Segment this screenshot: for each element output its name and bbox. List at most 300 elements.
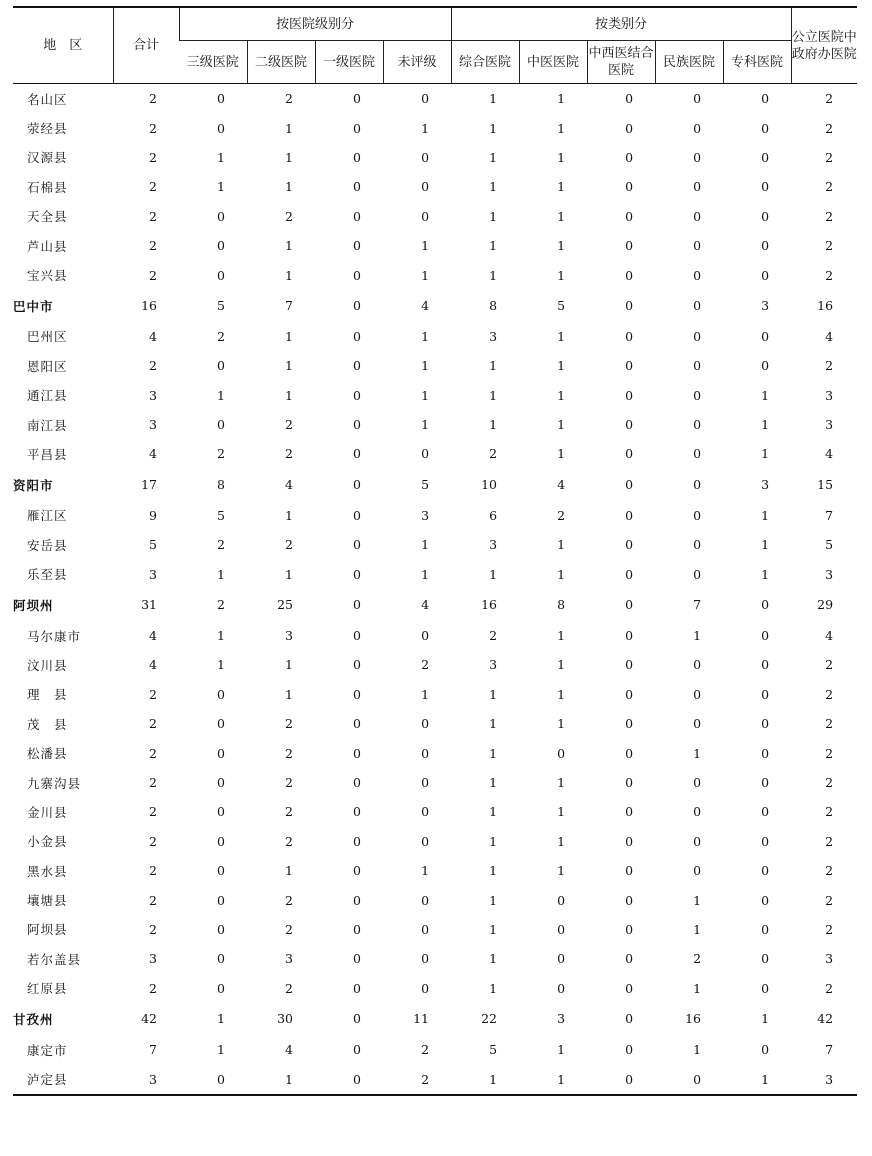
value-cell: 0 [353, 892, 361, 908]
value-cell: 2 [825, 686, 834, 702]
value-cell: 0 [625, 657, 634, 673]
value-cell: 0 [761, 686, 770, 702]
value-cell: 0 [353, 833, 361, 849]
value-cell: 1 [489, 686, 498, 702]
region-name-cell: 天全县 [27, 209, 68, 225]
value-cell: 0 [761, 921, 770, 937]
table-row [13, 143, 857, 172]
value-cell: 1 [217, 179, 225, 195]
value-cell: 4 [285, 1042, 293, 1058]
value-cell: 3 [149, 951, 157, 967]
value-cell: 0 [353, 1011, 361, 1027]
value-cell: 2 [825, 120, 834, 136]
value-cell: 1 [761, 417, 770, 433]
value-cell: 1 [285, 267, 293, 283]
region-name-cell: 石棉县 [27, 179, 68, 195]
value-cell: 0 [421, 951, 430, 967]
value-cell: 0 [421, 804, 430, 820]
value-cell: 0 [217, 238, 225, 254]
region-name-cell: 壤塘县 [27, 893, 68, 909]
value-cell: 4 [149, 657, 157, 673]
region-name-cell: 南江县 [27, 417, 68, 433]
value-cell: 1 [217, 657, 225, 673]
value-cell: 0 [693, 238, 702, 254]
value-cell: 1 [693, 921, 702, 937]
value-cell: 11 [413, 1011, 430, 1027]
value-cell: 0 [217, 980, 225, 996]
value-cell: 0 [761, 628, 770, 644]
value-cell: 0 [693, 446, 702, 462]
table-row [13, 1064, 857, 1093]
value-cell: 1 [557, 446, 566, 462]
table-row [13, 709, 857, 738]
value-cell: 0 [761, 1042, 770, 1058]
value-cell: 5 [149, 537, 157, 553]
value-cell: 0 [761, 863, 770, 879]
value-cell: 0 [217, 892, 225, 908]
table-row [13, 202, 857, 231]
value-cell: 0 [353, 566, 361, 582]
value-cell: 0 [693, 91, 702, 107]
value-cell: 0 [353, 387, 361, 403]
value-cell: 0 [557, 921, 566, 937]
value-cell: 0 [353, 657, 361, 673]
value-cell: 1 [285, 686, 293, 702]
value-cell: 42 [141, 1011, 157, 1027]
value-cell: 2 [825, 149, 834, 165]
value-cell: 4 [825, 328, 834, 344]
value-cell: 2 [825, 657, 834, 673]
value-cell: 0 [625, 387, 634, 403]
table-row [13, 974, 857, 1003]
table-row [13, 738, 857, 767]
table-row [13, 410, 857, 439]
value-cell: 2 [489, 446, 498, 462]
value-cell: 3 [421, 507, 430, 523]
value-cell: 0 [761, 358, 770, 374]
value-cell: 2 [421, 1042, 430, 1058]
value-cell: 1 [489, 833, 498, 849]
table-header [13, 7, 857, 84]
value-cell: 2 [285, 775, 293, 790]
header-group-by-level: 按医院级别分 [179, 7, 451, 41]
value-cell: 0 [625, 980, 634, 996]
value-cell: 1 [693, 745, 702, 761]
table-row [13, 559, 857, 588]
header-type-integrated: 中西医结合医院 [587, 41, 655, 84]
value-cell: 2 [825, 833, 834, 849]
value-cell: 0 [693, 863, 702, 879]
value-cell: 2 [217, 597, 225, 613]
header-level-primary: 一级医院 [315, 41, 383, 84]
value-cell: 0 [217, 863, 225, 879]
value-cell: 0 [353, 863, 361, 879]
value-cell: 2 [149, 775, 157, 790]
value-cell: 0 [625, 597, 634, 613]
value-cell: 2 [285, 446, 293, 462]
value-cell: 0 [421, 921, 430, 937]
value-cell: 0 [761, 208, 770, 224]
value-cell: 3 [489, 537, 498, 553]
value-cell: 1 [557, 358, 566, 374]
value-cell: 1 [421, 387, 430, 403]
value-cell: 1 [285, 657, 293, 673]
table-row [13, 856, 857, 885]
value-cell: 0 [353, 1042, 361, 1058]
value-cell: 2 [149, 804, 157, 820]
value-cell: 1 [489, 980, 498, 996]
value-cell: 0 [421, 628, 430, 644]
value-cell: 2 [825, 921, 834, 937]
header-level-tertiary: 三级医院 [179, 41, 247, 84]
table-row [13, 501, 857, 530]
city-name-cell: 甘孜州 [13, 1011, 54, 1027]
value-cell: 2 [285, 537, 293, 553]
value-cell: 0 [217, 91, 225, 107]
value-cell: 0 [693, 179, 702, 195]
value-cell: 0 [625, 804, 634, 820]
value-cell: 0 [353, 477, 361, 493]
region-name-cell: 阿坝县 [27, 922, 68, 938]
value-cell: 0 [353, 267, 361, 283]
value-cell: 0 [761, 91, 770, 107]
table-row [13, 172, 857, 201]
value-cell: 0 [693, 120, 702, 136]
value-cell: 1 [761, 387, 770, 403]
value-cell: 0 [693, 716, 702, 732]
value-cell: 0 [693, 298, 702, 314]
value-cell: 8 [557, 597, 566, 613]
value-cell: 29 [817, 597, 834, 613]
city-name-cell: 巴中市 [13, 298, 54, 314]
value-cell: 5 [825, 537, 834, 553]
value-cell: 0 [625, 238, 634, 254]
header-total: 合计 [113, 7, 179, 84]
value-cell: 2 [825, 267, 834, 283]
value-cell: 4 [149, 446, 157, 462]
header-level-unrated: 未评级 [383, 41, 451, 84]
value-cell: 2 [149, 921, 157, 937]
value-cell: 2 [149, 120, 157, 136]
value-cell: 0 [217, 921, 225, 937]
value-cell: 0 [217, 686, 225, 702]
value-cell: 0 [421, 980, 430, 996]
value-cell: 0 [625, 208, 634, 224]
value-cell: 0 [625, 328, 634, 344]
region-name-cell: 名山区 [27, 91, 68, 107]
table-row [13, 915, 857, 944]
value-cell: 3 [285, 951, 293, 967]
value-cell: 1 [489, 566, 498, 582]
value-cell: 0 [761, 238, 770, 254]
hospital-statistics-table-container [13, 6, 857, 1094]
value-cell: 0 [693, 477, 702, 493]
value-cell: 0 [353, 238, 361, 254]
value-cell: 0 [625, 892, 634, 908]
value-cell: 0 [761, 267, 770, 283]
value-cell: 0 [761, 716, 770, 732]
value-cell: 0 [761, 980, 770, 996]
value-cell: 7 [285, 298, 293, 314]
value-cell: 0 [761, 597, 770, 613]
value-cell: 0 [353, 921, 361, 937]
table-row [13, 827, 857, 856]
value-cell: 0 [353, 120, 361, 136]
value-cell: 0 [625, 1042, 634, 1058]
value-cell: 0 [625, 417, 634, 433]
region-name-cell: 恩阳区 [27, 358, 68, 374]
value-cell: 0 [693, 358, 702, 374]
value-cell: 2 [825, 745, 834, 761]
value-cell: 1 [489, 892, 498, 908]
value-cell: 0 [625, 91, 634, 107]
value-cell: 4 [825, 628, 834, 644]
value-cell: 1 [285, 179, 293, 195]
value-cell: 1 [285, 507, 293, 523]
value-cell: 0 [693, 657, 702, 673]
value-cell: 0 [421, 208, 430, 224]
value-cell: 0 [353, 745, 361, 761]
value-cell: 0 [421, 716, 430, 732]
value-cell: 2 [825, 775, 834, 790]
header-level-secondary: 二级医院 [247, 41, 315, 84]
value-cell: 0 [761, 833, 770, 849]
value-cell: 7 [693, 597, 702, 613]
value-cell: 1 [557, 387, 566, 403]
value-cell: 1 [489, 208, 498, 224]
value-cell: 1 [693, 1042, 702, 1058]
value-cell: 2 [285, 921, 293, 937]
value-cell: 0 [761, 745, 770, 761]
value-cell: 5 [217, 298, 225, 314]
value-cell: 1 [489, 91, 498, 107]
value-cell: 0 [217, 716, 225, 732]
value-cell: 0 [625, 537, 634, 553]
value-cell: 1 [693, 892, 702, 908]
value-cell: 4 [557, 477, 566, 493]
value-cell: 0 [693, 1071, 702, 1087]
value-cell: 1 [489, 863, 498, 879]
value-cell: 3 [825, 951, 834, 967]
value-cell: 5 [489, 1042, 498, 1058]
value-cell: 1 [557, 775, 566, 790]
value-cell: 1 [285, 566, 293, 582]
value-cell: 0 [353, 597, 361, 613]
value-cell: 1 [557, 179, 566, 195]
value-cell: 0 [625, 120, 634, 136]
value-cell: 1 [285, 1071, 293, 1087]
table-row [13, 351, 857, 380]
value-cell: 1 [557, 1071, 566, 1087]
value-cell: 0 [353, 358, 361, 374]
value-cell: 0 [693, 804, 702, 820]
value-cell: 1 [489, 716, 498, 732]
value-cell: 0 [625, 745, 634, 761]
value-cell: 3 [557, 1011, 566, 1027]
value-cell: 0 [217, 833, 225, 849]
region-name-cell: 泸定县 [27, 1072, 68, 1088]
value-cell: 4 [825, 446, 834, 462]
value-cell: 0 [625, 446, 634, 462]
value-cell: 1 [489, 1071, 498, 1087]
value-cell: 0 [761, 951, 770, 967]
value-cell: 3 [149, 566, 157, 582]
region-name-cell: 黑水县 [27, 863, 68, 879]
value-cell: 1 [421, 417, 430, 433]
value-cell: 0 [625, 1011, 634, 1027]
value-cell: 17 [141, 477, 157, 493]
value-cell: 1 [217, 628, 225, 644]
value-cell: 0 [353, 208, 361, 224]
value-cell: 0 [693, 149, 702, 165]
region-name-cell: 巴州区 [27, 329, 68, 345]
region-name-cell: 通江县 [27, 388, 68, 404]
region-name-cell: 汉源县 [27, 150, 68, 166]
value-cell: 31 [141, 597, 157, 613]
value-cell: 2 [285, 417, 293, 433]
value-cell: 0 [761, 179, 770, 195]
value-cell: 2 [285, 892, 293, 908]
value-cell: 4 [149, 328, 157, 344]
value-cell: 8 [217, 477, 225, 493]
table-row [13, 84, 857, 114]
value-cell: 2 [149, 91, 157, 107]
value-cell: 0 [625, 179, 634, 195]
region-name-cell: 若尔盖县 [27, 951, 82, 967]
value-cell: 2 [825, 179, 834, 195]
value-cell: 0 [693, 537, 702, 553]
value-cell: 3 [149, 417, 157, 433]
value-cell: 2 [149, 716, 157, 732]
value-cell: 1 [421, 566, 430, 582]
value-cell: 0 [625, 358, 634, 374]
region-name-cell: 汶川县 [27, 657, 68, 673]
value-cell: 1 [489, 358, 498, 374]
value-cell: 1 [557, 238, 566, 254]
value-cell: 0 [353, 775, 361, 790]
table-row-city [13, 589, 857, 621]
value-cell: 2 [825, 804, 834, 820]
value-cell: 0 [625, 298, 634, 314]
value-cell: 0 [421, 446, 430, 462]
value-cell: 0 [353, 804, 361, 820]
table-row [13, 885, 857, 914]
region-name-cell: 雁江区 [27, 508, 68, 524]
value-cell: 2 [149, 980, 157, 996]
value-cell: 0 [693, 328, 702, 344]
table-row [13, 797, 857, 826]
value-cell: 0 [217, 745, 225, 761]
region-name-cell: 荥经县 [27, 121, 68, 137]
table-row [13, 621, 857, 650]
value-cell: 2 [285, 804, 293, 820]
value-cell: 6 [489, 507, 498, 523]
value-cell: 0 [353, 628, 361, 644]
value-cell: 0 [625, 566, 634, 582]
value-cell: 0 [217, 267, 225, 283]
value-cell: 0 [353, 1071, 361, 1087]
value-cell: 4 [149, 628, 157, 644]
value-cell: 1 [557, 537, 566, 553]
value-cell: 1 [761, 446, 770, 462]
value-cell: 2 [825, 716, 834, 732]
value-cell: 0 [217, 358, 225, 374]
value-cell: 16 [685, 1011, 702, 1027]
value-cell: 0 [557, 951, 566, 967]
value-cell: 3 [761, 477, 770, 493]
value-cell: 0 [421, 91, 430, 107]
value-cell: 10 [481, 477, 498, 493]
value-cell: 0 [693, 833, 702, 849]
value-cell: 0 [421, 745, 430, 761]
value-cell: 1 [489, 120, 498, 136]
value-cell: 1 [285, 238, 293, 254]
value-cell: 0 [625, 149, 634, 165]
value-cell: 0 [625, 267, 634, 283]
header-public-government: 公立医院中政府办医院 [791, 7, 857, 84]
value-cell: 1 [489, 804, 498, 820]
value-cell: 9 [149, 507, 157, 523]
value-cell: 7 [825, 507, 834, 523]
value-cell: 2 [825, 238, 834, 254]
value-cell: 0 [421, 892, 430, 908]
value-cell: 1 [421, 537, 430, 553]
value-cell: 2 [285, 91, 293, 107]
value-cell: 1 [217, 1011, 225, 1027]
region-name-cell: 马尔康市 [27, 628, 82, 644]
header-type-specialty: 专科医院 [723, 41, 791, 84]
value-cell: 2 [285, 208, 293, 224]
value-cell: 2 [149, 179, 157, 195]
table-row [13, 1035, 857, 1064]
value-cell: 4 [421, 597, 430, 613]
value-cell: 0 [217, 775, 225, 790]
value-cell: 0 [625, 833, 634, 849]
value-cell: 2 [489, 628, 498, 644]
value-cell: 1 [217, 1042, 225, 1058]
value-cell: 4 [285, 477, 293, 493]
value-cell: 0 [625, 716, 634, 732]
value-cell: 2 [825, 91, 834, 107]
value-cell: 30 [277, 1011, 293, 1027]
value-cell: 1 [489, 921, 498, 937]
value-cell: 1 [557, 833, 566, 849]
region-name-cell: 红原县 [27, 981, 68, 997]
value-cell: 1 [557, 267, 566, 283]
value-cell: 0 [625, 1071, 634, 1087]
region-name-cell: 安岳县 [27, 537, 68, 553]
value-cell: 0 [557, 980, 566, 996]
value-cell: 2 [149, 358, 157, 374]
value-cell: 2 [217, 328, 225, 344]
value-cell: 16 [817, 298, 834, 314]
region-name-cell: 理 县 [27, 687, 68, 703]
value-cell: 2 [421, 657, 430, 673]
region-name-cell: 芦山县 [27, 238, 68, 254]
value-cell: 0 [353, 179, 361, 195]
table-bottom-rule [13, 1094, 857, 1096]
value-cell: 2 [825, 358, 834, 374]
city-name-cell: 阿坝州 [13, 597, 54, 613]
value-cell: 0 [217, 1071, 225, 1087]
value-cell: 0 [625, 477, 634, 493]
value-cell: 0 [761, 804, 770, 820]
value-cell: 1 [217, 566, 225, 582]
region-name-cell: 金川县 [27, 804, 68, 820]
table-row [13, 768, 857, 797]
value-cell: 1 [421, 238, 430, 254]
value-cell: 0 [761, 328, 770, 344]
